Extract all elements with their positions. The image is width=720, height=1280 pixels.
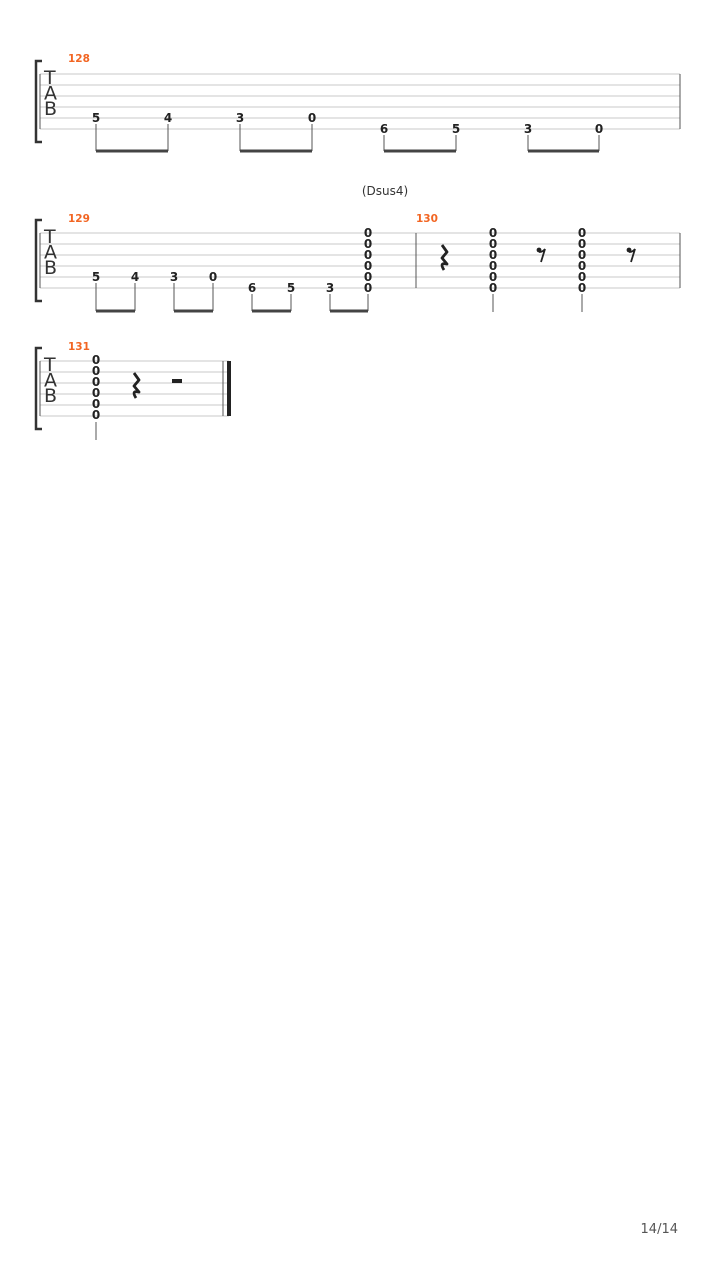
chord-fret-number: 0 bbox=[91, 397, 101, 411]
chord-fret-number: 0 bbox=[577, 270, 587, 284]
measure-number: 129 bbox=[68, 213, 90, 225]
fret-number: 3 bbox=[523, 122, 533, 136]
fret-number: 5 bbox=[91, 270, 101, 284]
tab-clef-letter-b: B bbox=[44, 257, 58, 279]
measure-number: 128 bbox=[68, 53, 90, 65]
chord-fret-number: 0 bbox=[488, 226, 498, 240]
tab-clef-letter-a: A bbox=[44, 369, 57, 392]
tab-clef-letter-b: B bbox=[44, 98, 58, 120]
fret-number: 3 bbox=[325, 281, 335, 295]
tab-clef-letter-a: A bbox=[44, 82, 57, 105]
chord-fret-number: 0 bbox=[363, 259, 373, 273]
chord-fret-number: 0 bbox=[91, 386, 101, 400]
chord-fret-number: 0 bbox=[577, 248, 587, 262]
fret-number: 0 bbox=[208, 270, 218, 284]
fret-number: 6 bbox=[247, 281, 257, 295]
chord-fret-number: 0 bbox=[363, 281, 373, 295]
final-barline-thick bbox=[227, 361, 231, 416]
chord-fret-number: 0 bbox=[577, 226, 587, 240]
fret-number: 3 bbox=[235, 111, 245, 125]
chord-fret-number: 0 bbox=[488, 270, 498, 284]
chord-fret-number: 0 bbox=[91, 408, 101, 422]
fret-number: 3 bbox=[169, 270, 179, 284]
tab-clef-letter-t: T bbox=[44, 354, 56, 376]
system-bracket bbox=[36, 61, 42, 142]
tab-clef-letter-a: A bbox=[44, 241, 57, 264]
chord-name: (Dsus4) bbox=[361, 184, 409, 198]
half-rest-icon bbox=[172, 379, 182, 383]
chord-fret-number: 0 bbox=[577, 237, 587, 251]
tab-clef-letter-t: T bbox=[44, 226, 56, 248]
chord-fret-number: 0 bbox=[577, 281, 587, 295]
measure-number: 131 bbox=[68, 341, 90, 353]
chord-fret-number: 0 bbox=[363, 226, 373, 240]
system-bracket bbox=[36, 348, 42, 429]
fret-number: 4 bbox=[130, 270, 140, 284]
fret-number: 0 bbox=[307, 111, 317, 125]
fret-number: 5 bbox=[286, 281, 296, 295]
chord-fret-number: 0 bbox=[363, 270, 373, 284]
chord-fret-number: 0 bbox=[363, 237, 373, 251]
system-bracket bbox=[36, 220, 42, 301]
fret-number: 4 bbox=[163, 111, 173, 125]
chord-fret-number: 0 bbox=[577, 259, 587, 273]
fret-number: 5 bbox=[451, 122, 461, 136]
chord-fret-number: 0 bbox=[91, 364, 101, 378]
chord-fret-number: 0 bbox=[488, 281, 498, 295]
chord-fret-number: 0 bbox=[91, 375, 101, 389]
tab-clef-letter-t: T bbox=[44, 67, 56, 89]
fret-number: 5 bbox=[91, 111, 101, 125]
chord-fret-number: 0 bbox=[488, 237, 498, 251]
chord-fret-number: 0 bbox=[488, 248, 498, 262]
tab-clef-letter-b: B bbox=[44, 385, 58, 407]
page-number: 14/14 bbox=[640, 1222, 678, 1237]
chord-fret-number: 0 bbox=[363, 248, 373, 262]
chord-fret-number: 0 bbox=[488, 259, 498, 273]
fret-number: 0 bbox=[594, 122, 604, 136]
measure-number: 130 bbox=[416, 213, 438, 225]
chord-fret-number: 0 bbox=[91, 353, 101, 367]
fret-number: 6 bbox=[379, 122, 389, 136]
